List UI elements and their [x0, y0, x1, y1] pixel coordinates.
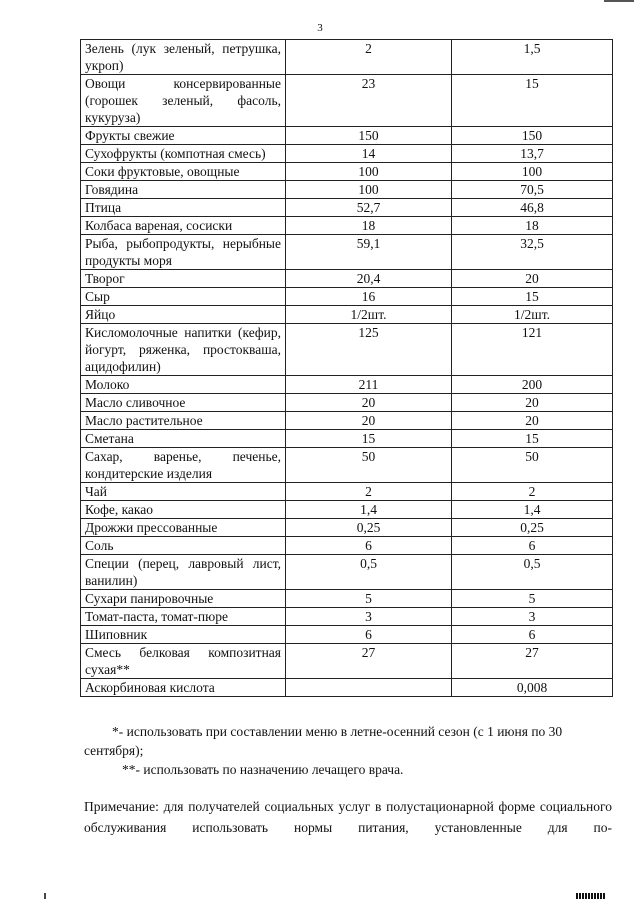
norm-value-cell: 52,7	[286, 199, 452, 217]
norm-value-cell: 1,4	[286, 501, 452, 519]
table-row	[81, 555, 613, 590]
table-row	[81, 394, 613, 412]
table-row	[81, 608, 613, 626]
table-row	[81, 537, 613, 555]
scan-corner-mark	[604, 0, 634, 2]
product-name-cell: Смесь белковая композитная сухая**	[81, 644, 286, 679]
norm-value-alt-cell: 5	[452, 590, 613, 608]
table-row	[81, 626, 613, 644]
norm-value-cell: 211	[286, 376, 452, 394]
norm-value-alt-cell: 2	[452, 483, 613, 501]
norm-value-cell: 2	[286, 483, 452, 501]
norm-value-cell: 100	[286, 181, 452, 199]
table-row	[81, 679, 613, 697]
table-row	[81, 163, 613, 181]
table-row	[81, 199, 613, 217]
product-name-cell: Специи (перец, лавровый лист, ванилин)	[81, 555, 286, 590]
table-row	[81, 483, 613, 501]
product-name-cell: Сухари панировочные	[81, 590, 286, 608]
norm-value-cell: 23	[286, 75, 452, 127]
footnote-doctor: **- использовать по назначению лечащего врача.	[122, 762, 404, 777]
norm-value-cell: 6	[286, 626, 452, 644]
norm-value-alt-cell: 200	[452, 376, 613, 394]
product-name-cell: Томат-паста, томат-пюре	[81, 608, 286, 626]
norm-value-alt-cell: 20	[452, 412, 613, 430]
product-name-cell: Масло растительное	[81, 412, 286, 430]
norm-value-cell: 100	[286, 163, 452, 181]
norm-value-alt-cell: 0,008	[452, 679, 613, 697]
norm-value-alt-cell: 50	[452, 448, 613, 483]
norm-value-alt-cell: 18	[452, 217, 613, 235]
norm-value-alt-cell: 6	[452, 537, 613, 555]
table-row	[81, 270, 613, 288]
product-name-cell: Соки фруктовые, овощные	[81, 163, 286, 181]
norm-value-cell: 1/2шт.	[286, 306, 452, 324]
norm-value-alt-cell: 1/2шт.	[452, 306, 613, 324]
product-name-cell: Кисломолочные напитки (кефир, йогурт, ряженка, простокваша, ацидофилин)	[81, 324, 286, 376]
norm-value-cell: 20	[286, 412, 452, 430]
table-row	[81, 430, 613, 448]
product-name-cell: Овощи консервированные (горошек зеленый, фасоль, кукуруза)	[81, 75, 286, 127]
product-name-cell: Молоко	[81, 376, 286, 394]
product-name-cell: Яйцо	[81, 306, 286, 324]
food-norms-table-body	[81, 40, 613, 697]
norm-value-alt-cell: 15	[452, 430, 613, 448]
norm-value-cell: 0,25	[286, 519, 452, 537]
table-row	[81, 501, 613, 519]
product-name-cell: Сахар, варенье, печенье, кондитерские изделия	[81, 448, 286, 483]
scan-edge-mark	[44, 893, 46, 899]
product-name-cell: Колбаса вареная, сосиски	[81, 217, 286, 235]
norm-value-cell: 5	[286, 590, 452, 608]
product-name-cell: Рыба, рыбопродукты, нерыбные продукты моря	[81, 235, 286, 270]
food-norms-table	[80, 39, 613, 697]
table-row	[81, 217, 613, 235]
table-row	[81, 644, 613, 679]
table-row	[81, 519, 613, 537]
norm-value-cell: 150	[286, 127, 452, 145]
norm-value-alt-cell: 3	[452, 608, 613, 626]
table-row	[81, 127, 613, 145]
table-row	[81, 145, 613, 163]
product-name-cell: Соль	[81, 537, 286, 555]
norm-value-alt-cell: 15	[452, 288, 613, 306]
barcode-mark	[576, 893, 606, 899]
norm-value-cell: 16	[286, 288, 452, 306]
product-name-cell: Зелень (лук зеленый, петрушка, укроп)	[81, 40, 286, 75]
product-name-cell: Птица	[81, 199, 286, 217]
table-row	[81, 75, 613, 127]
table-row	[81, 181, 613, 199]
table-row	[81, 306, 613, 324]
table-row	[81, 235, 613, 270]
norm-value-alt-cell: 70,5	[452, 181, 613, 199]
product-name-cell: Дрожжи прессованные	[81, 519, 286, 537]
norm-value-alt-cell: 13,7	[452, 145, 613, 163]
norm-value-alt-cell: 20	[452, 270, 613, 288]
product-name-cell: Чай	[81, 483, 286, 501]
product-name-cell: Шиповник	[81, 626, 286, 644]
table-row	[81, 412, 613, 430]
norm-value-cell: 50	[286, 448, 452, 483]
product-name-cell: Говядина	[81, 181, 286, 199]
product-name-cell: Аскорбиновая кислота	[81, 679, 286, 697]
norm-value-cell: 18	[286, 217, 452, 235]
page-number: 3	[317, 22, 323, 34]
norm-value-alt-cell: 121	[452, 324, 613, 376]
norm-value-alt-cell: 0,25	[452, 519, 613, 537]
norm-value-alt-cell: 46,8	[452, 199, 613, 217]
norm-value-cell: 27	[286, 644, 452, 679]
product-name-cell: Кофе, какао	[81, 501, 286, 519]
norm-value-alt-cell: 6	[452, 626, 613, 644]
product-name-cell: Сухофрукты (компотная смесь)	[81, 145, 286, 163]
norm-value-cell: 6	[286, 537, 452, 555]
norm-value-cell: 14	[286, 145, 452, 163]
norm-value-alt-cell: 150	[452, 127, 613, 145]
norm-value-alt-cell: 1,4	[452, 501, 613, 519]
norm-value-cell: 0,5	[286, 555, 452, 590]
norm-value-cell: 15	[286, 430, 452, 448]
table-row	[81, 376, 613, 394]
norm-value-cell	[286, 679, 452, 697]
product-name-cell: Сыр	[81, 288, 286, 306]
norm-value-alt-cell: 20	[452, 394, 613, 412]
norm-value-cell: 20,4	[286, 270, 452, 288]
norm-value-alt-cell: 27	[452, 644, 613, 679]
norm-value-cell: 2	[286, 40, 452, 75]
norm-value-cell: 20	[286, 394, 452, 412]
product-name-cell: Сметана	[81, 430, 286, 448]
norm-value-alt-cell: 1,5	[452, 40, 613, 75]
norm-value-cell: 125	[286, 324, 452, 376]
product-name-cell: Масло сливочное	[81, 394, 286, 412]
norm-value-cell: 3	[286, 608, 452, 626]
product-name-cell: Творог	[81, 270, 286, 288]
norm-value-alt-cell: 100	[452, 163, 613, 181]
table-row	[81, 288, 613, 306]
footnote-season: *- использовать при составлении меню в летне-осенний сезон (с 1 июня по 30 сентября);	[84, 724, 563, 758]
norm-value-cell: 59,1	[286, 235, 452, 270]
norm-value-alt-cell: 15	[452, 75, 613, 127]
norm-value-alt-cell: 32,5	[452, 235, 613, 270]
table-row	[81, 40, 613, 75]
norm-value-alt-cell: 0,5	[452, 555, 613, 590]
table-row	[81, 448, 613, 483]
note-paragraph: Примечание: для получателей социальных услуг в полустационарной форме социального обслуживания использовать нормы питания, установленные для по-	[84, 799, 612, 835]
table-row	[81, 324, 613, 376]
product-name-cell: Фрукты свежие	[81, 127, 286, 145]
table-row	[81, 590, 613, 608]
